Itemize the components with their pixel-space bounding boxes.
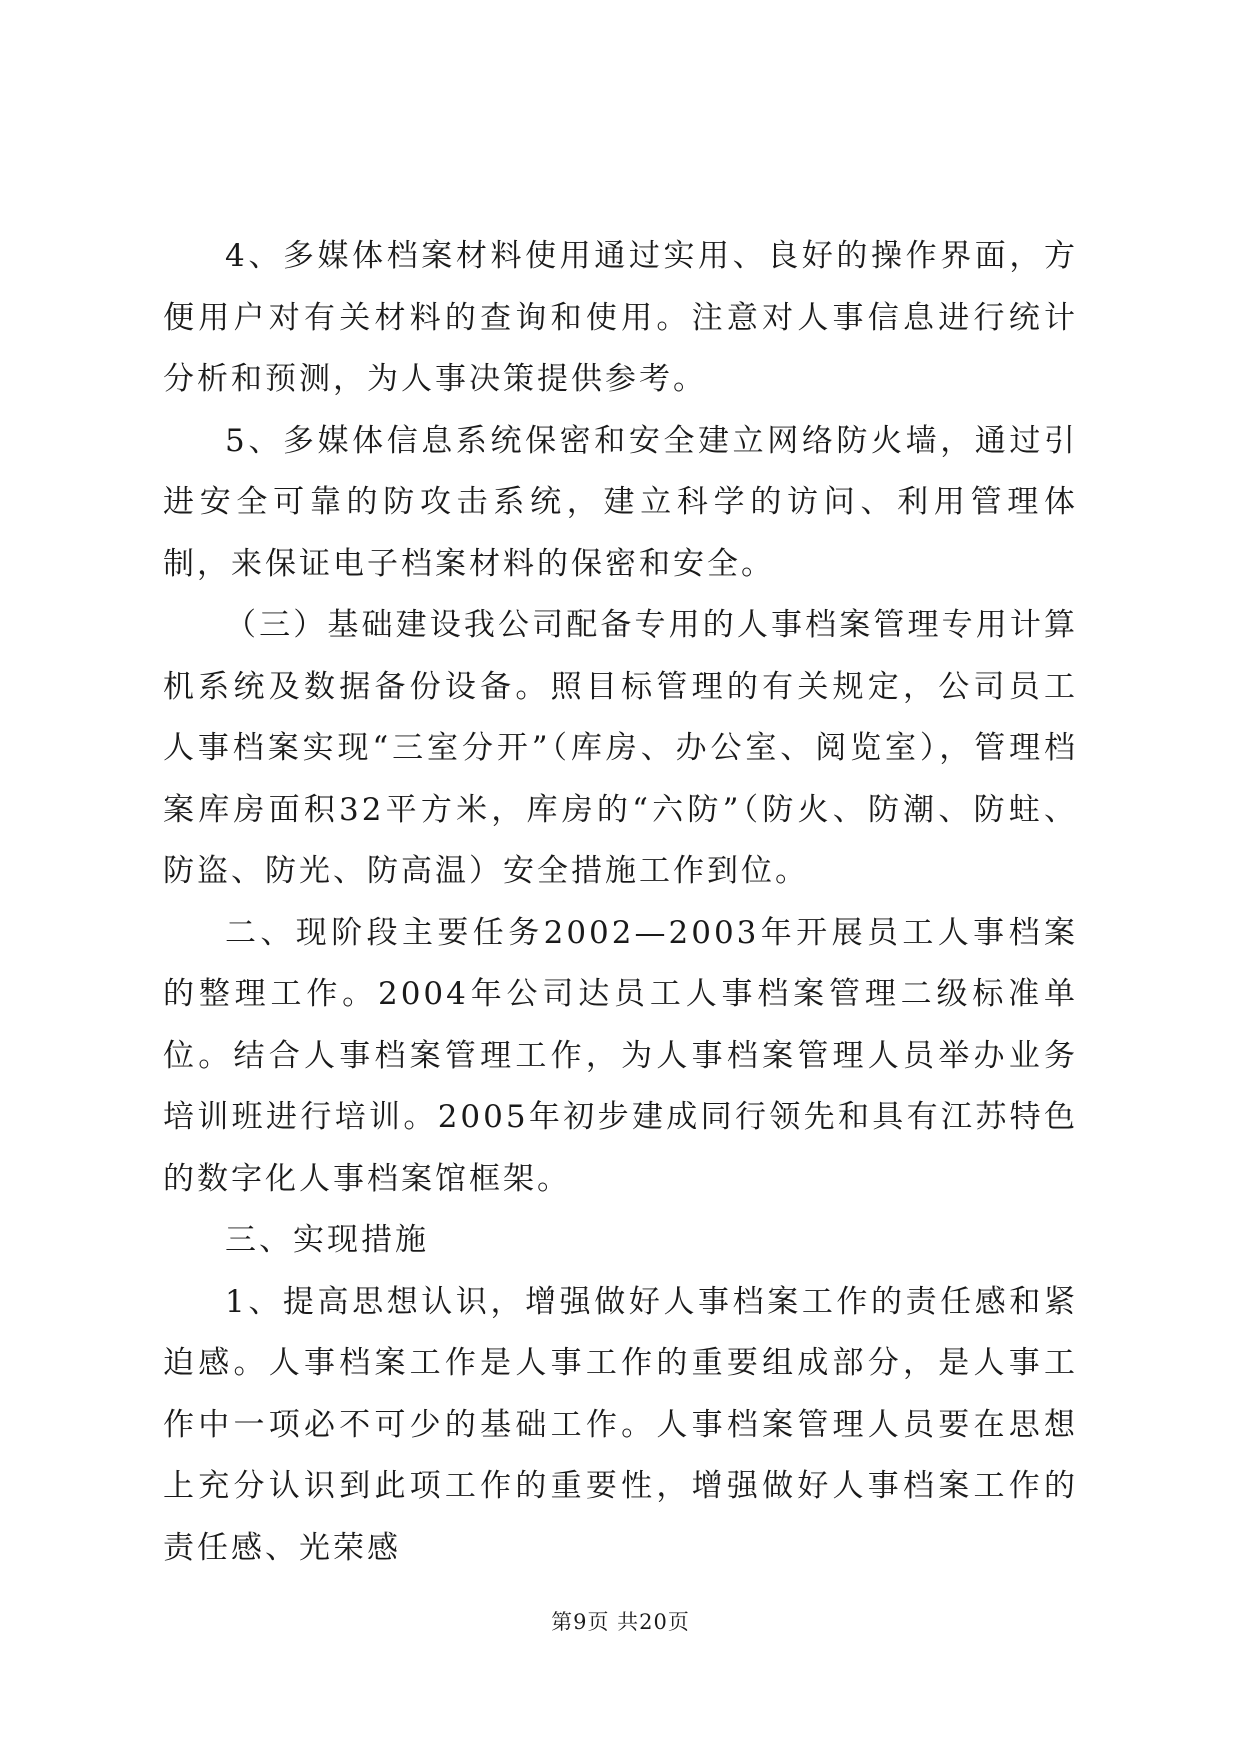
section-heading-measures: 三、实现措施 bbox=[225, 1222, 429, 1258]
paragraph-security: 5、多媒体信息系统保密和安全建立网络防火墙，通过引进安全可靠的防攻击系统，建立科学的访问、利用管理体制，来保证电子档案材料的保密和安全。 bbox=[163, 422, 1078, 582]
paragraph-multimedia-interface: 4、多媒体档案材料使用通过实用、良好的操作界面，方便用户对有关材料的查询和使用。注意对人事信息进行统计分析和预测，为人事决策提供参考。 bbox=[163, 238, 1078, 397]
page-footer: 第9页 共20页 bbox=[551, 1610, 690, 1634]
paragraph-infrastructure: （三）基础建设我公司配备专用的人事档案管理专用计算机系统及数据备份设备。照目标管理的有关规定，公司员工人事档案实现“三室分开”（库房、办公室、阅览室），管理档案库房面积32平方米，库房的“六防”（防火、防潮、防蛀、防盗、防光、防高温）安全措施工作到位。 bbox=[163, 607, 1078, 889]
document-body bbox=[163, 226, 1078, 1579]
paragraph-awareness: 1、提高思想认识，增强做好人事档案工作的责任感和紧迫感。人事档案工作是人事工作的重要组成部分，是人事工作中一项必不可少的基础工作。人事档案管理人员要在思想上充分认识到此项工作的重要性，增强做好人事档案工作的责任感、光荣感 bbox=[163, 1283, 1078, 1566]
paragraph-current-tasks: 二、现阶段主要任务2002—2003年开展员工人事档案的整理工作。2004年公司达员工人事档案管理二级标准单位。结合人事档案管理工作，为人事档案管理人员举办业务培训班进行培训。2005年初步建成同行领先和具有江苏特色的数字化人事档案馆框架。 bbox=[163, 914, 1078, 1197]
